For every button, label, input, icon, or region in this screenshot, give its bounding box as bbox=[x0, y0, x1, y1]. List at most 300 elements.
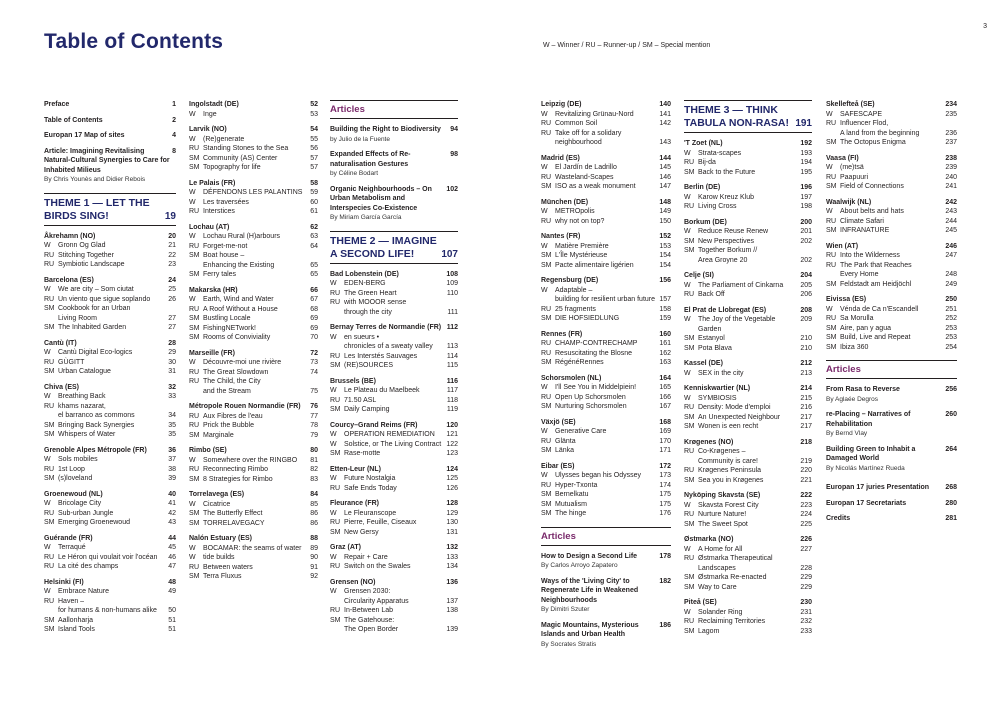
entry-title: Field of Connections bbox=[840, 183, 904, 190]
award-code: SM bbox=[826, 324, 837, 332]
entry-title: Bad Lobenstein (DE) bbox=[330, 270, 399, 278]
page-number: 240 bbox=[945, 173, 957, 181]
project-entry bbox=[684, 237, 812, 247]
site-heading bbox=[189, 286, 318, 296]
award-code: W bbox=[541, 384, 548, 391]
page-number: 222 bbox=[800, 492, 812, 499]
project-entry bbox=[44, 392, 176, 402]
entry-title: Vaasa (FI) bbox=[826, 154, 859, 162]
entry-title: Generative Care bbox=[555, 428, 607, 435]
page-number: 139 bbox=[446, 626, 458, 633]
entry-title: The Green Heart bbox=[344, 289, 397, 297]
project-entry bbox=[330, 333, 458, 343]
entry-title: Växjö (SE) bbox=[541, 418, 576, 426]
entry-title: El Prat de Llobregat (ES) bbox=[684, 306, 767, 314]
entry-title: The Joy of the Vegetable Garden bbox=[698, 316, 776, 333]
entry-title: Leipzig (DE) bbox=[541, 101, 582, 108]
project-entry bbox=[330, 528, 458, 538]
project-entry bbox=[189, 314, 318, 324]
award-code: RU bbox=[684, 203, 695, 210]
page-number: 252 bbox=[945, 315, 957, 322]
project-entry bbox=[541, 251, 671, 261]
entry-title: Daily Camping bbox=[344, 406, 390, 413]
page-number: 169 bbox=[659, 428, 671, 435]
entry-title: Borkum (DE) bbox=[684, 218, 727, 226]
page-number: 73 bbox=[310, 359, 318, 366]
project-entry bbox=[44, 241, 176, 251]
project-entry bbox=[684, 608, 812, 618]
entry-title: Rennes (FR) bbox=[541, 330, 583, 338]
entry-title: Eibar (ES) bbox=[541, 462, 575, 470]
award-code: W bbox=[44, 349, 51, 356]
project-entry bbox=[826, 119, 957, 129]
page-number: 168 bbox=[659, 418, 671, 426]
award-code: SM bbox=[189, 334, 200, 341]
entry-title: Symbiotic Landscape bbox=[58, 261, 125, 268]
page-number: 70 bbox=[310, 334, 318, 341]
entry-title: Future Nostalgia bbox=[344, 475, 396, 482]
award-code: W bbox=[684, 394, 691, 402]
award-code: W bbox=[44, 544, 51, 551]
entry-title: Åkrehamn (NO) bbox=[44, 232, 96, 240]
project-entry bbox=[826, 173, 957, 183]
entry-title: A Home for All bbox=[698, 545, 743, 553]
page-number: 116 bbox=[446, 377, 458, 385]
entry-title: Matière Première bbox=[555, 242, 609, 250]
award-code: RU bbox=[44, 563, 55, 570]
page-number: 174 bbox=[659, 481, 671, 489]
page-number: 242 bbox=[945, 198, 957, 206]
page-number: 67 bbox=[310, 296, 318, 303]
award-code: RU bbox=[684, 404, 695, 411]
award-code: RU bbox=[330, 299, 341, 306]
entry-title: New Perspectives bbox=[698, 237, 755, 245]
entry-title: Chiva (ES) bbox=[44, 383, 80, 391]
page-number: 2 bbox=[172, 116, 176, 124]
entry-title: Karow Kreuz Klub bbox=[698, 193, 755, 201]
award-code: SM bbox=[189, 475, 200, 483]
page-number: 76 bbox=[310, 403, 318, 410]
page-number: 221 bbox=[800, 476, 812, 484]
page-number: 225 bbox=[800, 520, 812, 528]
entry-title: Eivissa (ES) bbox=[826, 296, 867, 303]
project-entry bbox=[541, 393, 671, 403]
project-entry bbox=[684, 466, 812, 476]
entry-title: Larvik (NO) bbox=[189, 126, 227, 133]
page-number: 3 bbox=[983, 23, 987, 30]
entry-title: Bustling Locale bbox=[203, 315, 251, 322]
award-code: RU bbox=[330, 519, 341, 526]
page-number: 238 bbox=[945, 154, 957, 162]
page-number: 24 bbox=[168, 276, 176, 284]
entry-title: Interstices bbox=[203, 208, 235, 215]
theme-heading bbox=[330, 231, 458, 264]
entry-title: and the Stream bbox=[203, 387, 251, 395]
page-number: 48 bbox=[168, 578, 176, 586]
article-author: By Chris Younès and Didier Rebois bbox=[44, 176, 146, 183]
award-code: W bbox=[684, 281, 691, 289]
project-entry bbox=[826, 261, 957, 271]
entry-title: Resuscitating the Blosne bbox=[555, 349, 633, 357]
award-code: RU bbox=[189, 412, 200, 420]
entry-title: Lochau Rural (H)arbours bbox=[203, 233, 281, 240]
award-code: RU bbox=[189, 563, 200, 571]
page-number: 122 bbox=[446, 440, 458, 448]
site-heading bbox=[189, 402, 318, 412]
page-number: 47 bbox=[168, 563, 176, 570]
entry-title: An Unexpected Neighbour bbox=[698, 413, 781, 421]
page-number: 195 bbox=[800, 168, 812, 176]
project-entry-continued bbox=[189, 261, 318, 271]
toc-entry-bold bbox=[826, 499, 957, 509]
page-number: 209 bbox=[800, 316, 812, 323]
project-entry bbox=[44, 587, 176, 597]
project-entry bbox=[330, 298, 458, 308]
project-entry bbox=[684, 290, 812, 300]
project-entry bbox=[44, 323, 176, 333]
entry-title: Nyköping Skavsta (SE) bbox=[684, 492, 761, 499]
site-heading bbox=[684, 306, 812, 316]
project-entry bbox=[330, 289, 458, 299]
page-number: 176 bbox=[659, 510, 671, 517]
page-number: 69 bbox=[310, 324, 318, 332]
award-code: SM bbox=[541, 403, 552, 410]
award-code: SM bbox=[44, 368, 55, 375]
project-entry-continued bbox=[330, 308, 458, 318]
award-code: SM bbox=[189, 252, 200, 259]
project-entry bbox=[541, 242, 671, 252]
award-code: SM bbox=[189, 164, 200, 171]
toc-column-3 bbox=[330, 100, 458, 635]
page-number: 249 bbox=[945, 280, 957, 288]
page-number: 175 bbox=[659, 491, 671, 498]
page-number: 27 bbox=[168, 314, 176, 322]
award-code: SM bbox=[189, 519, 200, 527]
entry-title: Preface bbox=[44, 101, 70, 108]
project-entry bbox=[684, 369, 812, 379]
entry-title: Groenewoud (NL) bbox=[44, 490, 103, 498]
site-heading bbox=[330, 377, 458, 387]
entry-title: La cité des champs bbox=[58, 563, 119, 570]
project-entry bbox=[44, 421, 176, 431]
spacer bbox=[826, 473, 957, 477]
page-number: 182 bbox=[659, 577, 671, 585]
entry-title: Circularity Apparatus bbox=[344, 597, 409, 605]
award-code: RU bbox=[826, 173, 837, 181]
article-author: By Bernd Vlay bbox=[826, 430, 868, 437]
project-entry bbox=[189, 270, 318, 280]
entry-title: The Open Border bbox=[344, 626, 399, 633]
site-heading bbox=[541, 374, 671, 384]
project-entry bbox=[541, 402, 671, 412]
entry-title: for humans & non-humans alike bbox=[58, 607, 157, 614]
project-entry bbox=[541, 446, 671, 456]
entry-title: Grensen (NO) bbox=[330, 578, 376, 586]
site-heading bbox=[684, 491, 812, 501]
entry-title: Solstice, or The Living Contract bbox=[344, 440, 442, 448]
page-number: 215 bbox=[800, 394, 812, 402]
project-entry bbox=[684, 315, 812, 334]
entry-title: Article: Imagining Revitalising Natural-Cultural Synergies to Care for Inhabited Milieus bbox=[44, 147, 170, 174]
award-code: W bbox=[44, 456, 51, 463]
entry-title: Sa Morulla bbox=[840, 315, 874, 322]
entry-title: Terra Fluxus bbox=[203, 573, 242, 580]
award-code: RU bbox=[541, 129, 552, 137]
entry-title: Ulysses began his Odyssey bbox=[555, 472, 641, 479]
award-code: RU bbox=[330, 289, 341, 297]
project-entry bbox=[330, 606, 458, 616]
award-code: W bbox=[541, 110, 548, 118]
entry-title: Wasteland-Scapes bbox=[555, 173, 614, 181]
page-number: 31 bbox=[168, 368, 176, 375]
project-entry bbox=[44, 553, 176, 563]
entry-title: Solander Ring bbox=[698, 608, 743, 616]
article-author: By Socrates Stratis bbox=[541, 640, 597, 648]
project-entry bbox=[44, 465, 176, 475]
project-entry bbox=[684, 617, 812, 627]
award-code: W bbox=[189, 554, 196, 561]
entry-title: Torrelavega (ES) bbox=[189, 491, 245, 498]
project-entry bbox=[44, 597, 176, 607]
project-entry bbox=[189, 242, 318, 252]
page-number: 102 bbox=[446, 185, 458, 193]
toc-entry-bold bbox=[44, 100, 176, 110]
page-number: 232 bbox=[800, 618, 812, 625]
project-entry bbox=[684, 202, 812, 212]
project-entry bbox=[44, 562, 176, 572]
entry-title: Emerging Groenewoud bbox=[58, 519, 130, 526]
award-code: W bbox=[826, 305, 833, 313]
project-entry bbox=[541, 500, 671, 510]
page-number: 34 bbox=[168, 412, 176, 419]
page-number: 59 bbox=[310, 189, 318, 196]
page-number: 86 bbox=[310, 510, 318, 517]
entry-title: CHAMP-CONTRECHAMP bbox=[555, 340, 638, 347]
site-heading bbox=[189, 534, 318, 544]
page-number: 44 bbox=[168, 534, 176, 542]
award-code: SM bbox=[684, 574, 695, 581]
project-entry-continued bbox=[826, 270, 957, 280]
award-code: W bbox=[330, 280, 337, 287]
entry-title: Østmarka (NO) bbox=[684, 536, 734, 543]
page-number: 36 bbox=[168, 446, 176, 454]
site-heading bbox=[826, 295, 957, 305]
entry-title: (s)loveland bbox=[58, 475, 93, 482]
page-number: 78 bbox=[310, 422, 318, 429]
entry-title: Le Plateau du Maelbeek bbox=[344, 387, 420, 394]
page-number: 243 bbox=[945, 208, 957, 215]
award-code: RU bbox=[684, 555, 695, 562]
page-number: 94 bbox=[450, 126, 458, 133]
entry-title: Adaptable – bbox=[555, 286, 593, 294]
entry-title: Courcy–Grand Reims (FR) bbox=[330, 421, 418, 429]
award-code: W bbox=[684, 608, 691, 616]
project-entry bbox=[541, 383, 671, 393]
page-number: 166 bbox=[659, 393, 671, 401]
award-code: SM bbox=[189, 431, 200, 439]
entry-title: ISO as a weak monument bbox=[555, 183, 636, 190]
entry-title: Haven – bbox=[58, 597, 85, 605]
site-heading bbox=[330, 499, 458, 509]
page-number: 84 bbox=[310, 491, 318, 498]
project-entry-continued bbox=[189, 387, 318, 397]
page-number: 204 bbox=[800, 272, 812, 279]
project-entry bbox=[684, 246, 812, 256]
page-number: 92 bbox=[310, 573, 318, 580]
project-entry bbox=[189, 544, 318, 554]
page-number: 33 bbox=[168, 393, 176, 400]
award-code: SM bbox=[684, 237, 695, 245]
entry-title: el barranco as commons bbox=[58, 412, 135, 419]
project-entry bbox=[684, 583, 812, 593]
award-code: SM bbox=[330, 406, 341, 413]
award-code: SM bbox=[684, 168, 695, 176]
page-number: 123 bbox=[446, 450, 458, 457]
page-number: 156 bbox=[659, 277, 671, 284]
toc-entry-bold bbox=[541, 552, 671, 562]
page-number: 69 bbox=[310, 315, 318, 322]
entry-title: Table of Contents bbox=[44, 116, 103, 124]
page-number: 173 bbox=[659, 472, 671, 479]
entry-title: Un viento que sigue soplando bbox=[58, 295, 151, 303]
page-number: 158 bbox=[659, 305, 671, 313]
award-code: W bbox=[684, 149, 691, 157]
award-code: RU bbox=[330, 396, 341, 404]
entry-title: Marseille (FR) bbox=[189, 349, 235, 357]
page-number: 111 bbox=[447, 308, 458, 316]
page-number: 58 bbox=[310, 179, 318, 187]
project-entry bbox=[44, 285, 176, 295]
award-code: W bbox=[541, 286, 548, 294]
page-number: 64 bbox=[310, 242, 318, 250]
page-number: 220 bbox=[800, 467, 812, 474]
entry-title: Community (AS) Center bbox=[203, 154, 278, 162]
site-heading bbox=[44, 534, 176, 544]
site-heading bbox=[189, 446, 318, 456]
project-entry bbox=[44, 348, 176, 358]
page-number: 192 bbox=[800, 140, 812, 147]
project-entry bbox=[541, 349, 671, 359]
project-entry bbox=[826, 110, 957, 120]
entry-title: Urban Catalogue bbox=[58, 368, 111, 375]
page-number: 152 bbox=[659, 233, 671, 240]
site-heading bbox=[330, 578, 458, 588]
page-number: 149 bbox=[659, 208, 671, 215]
award-code: RU bbox=[684, 291, 695, 298]
project-entry bbox=[330, 386, 458, 396]
page-number: 137 bbox=[446, 597, 458, 605]
entry-title: Living Cross bbox=[698, 203, 737, 210]
page-number: 280 bbox=[945, 499, 957, 507]
page-number: 159 bbox=[659, 315, 671, 322]
page-number: 228 bbox=[800, 564, 812, 572]
page-number: 219 bbox=[800, 457, 812, 465]
site-heading bbox=[541, 154, 671, 164]
page-number: 98 bbox=[450, 151, 458, 158]
page-number: 202 bbox=[800, 237, 812, 245]
entry-title: OPERATION REMEDIATION bbox=[344, 431, 435, 438]
award-code: SM bbox=[541, 261, 552, 269]
project-entry bbox=[330, 509, 458, 519]
page-number: 114 bbox=[446, 352, 458, 360]
award-code: W bbox=[684, 316, 691, 323]
project-entry bbox=[684, 573, 812, 583]
award-code: W bbox=[541, 164, 548, 171]
entry-title: Magic Mountains, Mysterious Islands and Urban Health bbox=[541, 621, 639, 638]
page-number: 57 bbox=[310, 164, 318, 171]
project-entry bbox=[189, 563, 318, 573]
page-number: 136 bbox=[446, 578, 458, 586]
toc-entry-bold bbox=[826, 445, 957, 464]
site-heading bbox=[541, 330, 671, 340]
project-entry bbox=[826, 163, 957, 173]
page-number: 157 bbox=[659, 296, 671, 303]
entry-title: The Sweet Spot bbox=[698, 520, 748, 528]
entry-title: Reduce Reuse Renew bbox=[698, 228, 769, 235]
project-entry bbox=[684, 510, 812, 520]
entry-title: Climate Safari bbox=[840, 217, 884, 225]
entry-title: Community is care! bbox=[698, 457, 758, 465]
page-number: 74 bbox=[310, 368, 318, 376]
award-code: W bbox=[826, 164, 833, 171]
project-entry bbox=[684, 403, 812, 413]
page-number: 132 bbox=[446, 544, 458, 551]
article-author: By Aglaée Degros bbox=[826, 395, 879, 403]
award-code: RU bbox=[826, 120, 837, 127]
entry-title: (Re)generate bbox=[203, 135, 245, 143]
award-code: SM bbox=[541, 183, 552, 190]
award-code: SM bbox=[684, 583, 695, 591]
award-code: W bbox=[684, 545, 691, 553]
award-code: SM bbox=[684, 344, 695, 352]
entry-title: Between waters bbox=[203, 563, 253, 571]
toc-entry-bold bbox=[44, 147, 176, 176]
project-entry bbox=[44, 260, 176, 270]
page-number: 66 bbox=[310, 286, 318, 294]
page-number: 146 bbox=[659, 173, 671, 181]
page-number: 163 bbox=[659, 359, 671, 366]
page-number: 38 bbox=[168, 465, 176, 473]
entry-title: Somewhere over the RINGBO bbox=[203, 456, 298, 464]
page-number: 65 bbox=[310, 271, 318, 278]
site-heading bbox=[44, 276, 176, 286]
project-entry bbox=[826, 333, 957, 343]
award-code: RU bbox=[541, 217, 552, 225]
entry-title: Kenniskwartier (NL) bbox=[684, 385, 751, 392]
project-entry bbox=[541, 490, 671, 500]
entry-title: Together Borkum // bbox=[698, 247, 758, 254]
page-number: 138 bbox=[446, 607, 458, 614]
site-heading bbox=[684, 359, 812, 369]
project-entry bbox=[189, 188, 318, 198]
project-entry bbox=[826, 226, 957, 236]
page-number: 41 bbox=[168, 500, 176, 507]
page-number: 212 bbox=[800, 360, 812, 367]
award-code: W bbox=[189, 189, 196, 196]
project-entry bbox=[330, 430, 458, 440]
page-number: 145 bbox=[659, 164, 671, 171]
award-code: SM bbox=[44, 324, 55, 331]
project-entry bbox=[684, 501, 812, 511]
page-number: 236 bbox=[945, 129, 957, 137]
page-number: 90 bbox=[310, 554, 318, 561]
award-code: SM bbox=[330, 362, 341, 369]
project-entry bbox=[189, 572, 318, 582]
entry-title: Island Tools bbox=[58, 626, 95, 633]
page-number: 120 bbox=[446, 421, 458, 429]
site-heading bbox=[189, 125, 318, 135]
project-entry-continued bbox=[684, 256, 812, 266]
